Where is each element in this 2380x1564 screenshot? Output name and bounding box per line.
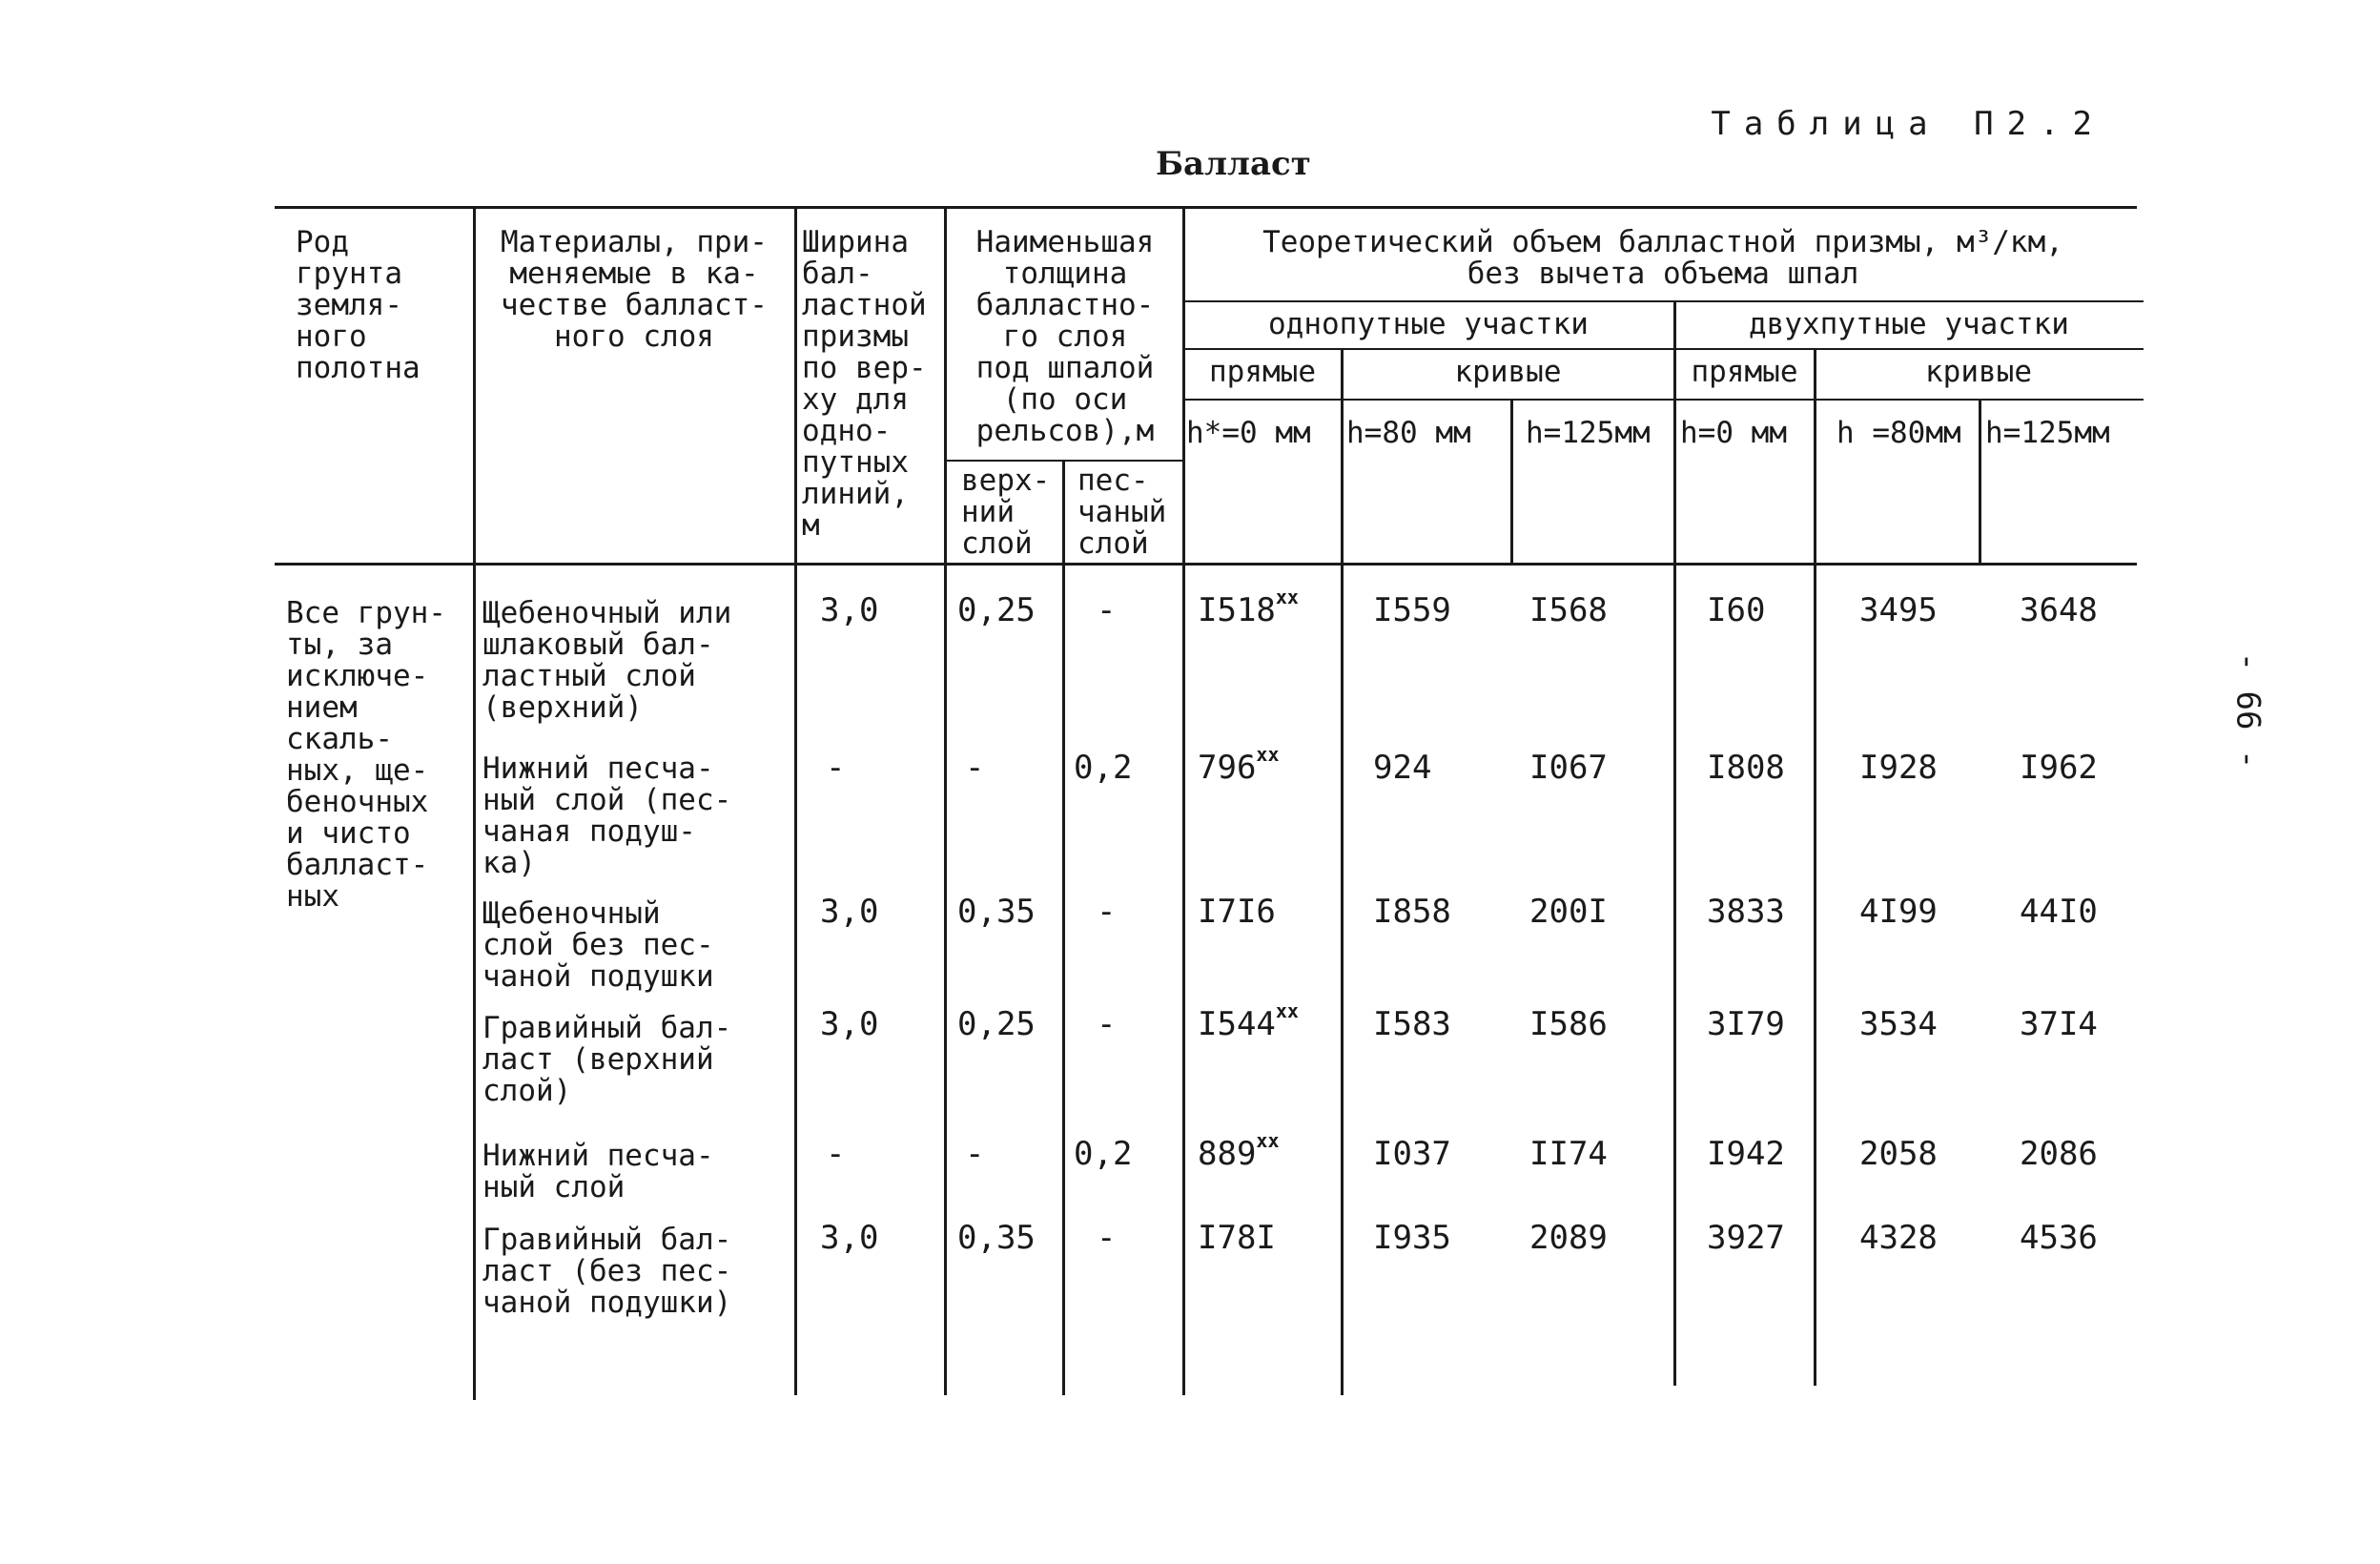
row-v6: 4536 <box>2020 1219 2098 1257</box>
header-double-track: двухпутные участки <box>1749 307 2069 341</box>
row-top-layer: - <box>965 1135 985 1173</box>
row-v1: I544$^{xx}$ <box>1198 999 1299 1043</box>
row-v3: I586 <box>1529 1005 1608 1043</box>
row-material: Гравийный бал- ласт (верхний слой) <box>482 1011 732 1108</box>
header-sand-layer: пес- чаный слой <box>1077 463 1167 561</box>
row-v3: 200I <box>1529 893 1608 931</box>
row-sand-layer: - <box>1097 591 1117 629</box>
header-h3: h=125мм <box>1526 416 1651 450</box>
header-h1: h*=0 мм <box>1186 416 1311 450</box>
row-v6: 2086 <box>2020 1135 2098 1173</box>
row-sand-layer: 0,2 <box>1074 749 1133 787</box>
page-number: - 66 - <box>2228 651 2267 770</box>
row-material: Щебеночный или шлаковый бал- ластный слой (верхний) <box>482 596 732 725</box>
header-soil-type: Род грунта земля- ного полотна <box>296 225 421 385</box>
header-curved-double: кривые <box>1925 355 2032 389</box>
row-v4: I808 <box>1707 749 1785 787</box>
row-width: 3,0 <box>820 591 879 629</box>
row-width: 3,0 <box>820 1005 879 1043</box>
row-v1: I518$^{xx}$ <box>1198 586 1299 629</box>
row-material: Щебеночный слой без пес- чаной подушки <box>482 896 714 994</box>
row-top-layer: - <box>965 749 985 787</box>
row-top-layer: 0,35 <box>957 893 1036 931</box>
row-v2: 924 <box>1373 749 1432 787</box>
row-v1: I78I <box>1198 1219 1276 1257</box>
header-prism-width: Ширина бал- ластной призмы по вер- ху для одно- путных линий, м <box>802 225 927 543</box>
row-v5: 2058 <box>1859 1135 1938 1173</box>
row-v3: 2089 <box>1529 1219 1608 1257</box>
row-material: Нижний песча- ный слой (пес- чаная подуш- ка) <box>482 751 732 880</box>
row-sand-layer: - <box>1097 1005 1117 1043</box>
row-v2: I935 <box>1373 1219 1451 1257</box>
header-h2: h=80 мм <box>1346 416 1471 450</box>
row-sand-layer: 0,2 <box>1074 1135 1133 1173</box>
row-v5: 4328 <box>1859 1219 1938 1257</box>
row-v4: 3833 <box>1707 893 1785 931</box>
row-sand-layer: - <box>1097 1219 1117 1257</box>
row-sand-layer: - <box>1097 893 1117 931</box>
row-v2: I559 <box>1373 591 1451 629</box>
row-v1: I7I6 <box>1198 893 1276 931</box>
header-top-layer: верх- ний слой <box>961 463 1051 561</box>
row-v3: I067 <box>1529 749 1608 787</box>
header-straight-double: прямые <box>1691 355 1798 389</box>
row-width: 3,0 <box>820 1219 879 1257</box>
table-title: Балласт <box>1156 145 1311 183</box>
row-width: - <box>826 749 846 787</box>
row-v6: 3648 <box>2020 591 2098 629</box>
footnote-mark: xx <box>1275 999 1299 1022</box>
row-top-layer: 0,25 <box>957 1005 1036 1043</box>
row-v1: 889$^{xx}$ <box>1198 1129 1280 1173</box>
row-v4: I60 <box>1707 591 1766 629</box>
row-v2: I583 <box>1373 1005 1451 1043</box>
row-v5: 3495 <box>1859 591 1938 629</box>
row-v4: 3I79 <box>1707 1005 1785 1043</box>
header-curved-single: кривые <box>1454 355 1562 389</box>
header-theoretical-volume: Теоретический объем балластной призмы, м³/км, без вычета объема шпал <box>1262 225 2063 291</box>
row-v2: I858 <box>1373 893 1451 931</box>
header-h4: h=0 мм <box>1680 416 1787 450</box>
row-v6: I962 <box>2020 749 2098 787</box>
row-v6: 44I0 <box>2020 893 2098 931</box>
header-single-track: однопутные участки <box>1268 307 1589 341</box>
row-top-layer: 0,25 <box>957 591 1036 629</box>
table-number: Таблица П2.2 <box>1711 105 2105 143</box>
row-v4: I942 <box>1707 1135 1785 1173</box>
row-v5: I928 <box>1859 749 1938 787</box>
row-width: - <box>826 1135 846 1173</box>
header-min-thickness: Наименьшая толщина балластно- го слоя под шпалой (по оси рельсов),м <box>975 225 1155 448</box>
row-v3: II74 <box>1529 1135 1608 1173</box>
row-width: 3,0 <box>820 893 879 931</box>
row-v1: 796$^{xx}$ <box>1198 743 1280 787</box>
header-materials: Материалы, при- меняемые в ка- честве балласт- ного слоя <box>501 225 768 354</box>
row-v5: 4I99 <box>1859 893 1938 931</box>
row-top-layer: 0,35 <box>957 1219 1036 1257</box>
footnote-mark: xx <box>1256 1129 1280 1152</box>
row-v3: I568 <box>1529 591 1608 629</box>
footnote-mark: xx <box>1275 586 1299 608</box>
row-v2: I037 <box>1373 1135 1451 1173</box>
header-straight-single: прямые <box>1209 355 1316 389</box>
footnote-mark: xx <box>1256 743 1280 766</box>
row-material: Нижний песча- ный слой <box>482 1139 714 1204</box>
header-h5: h =80мм <box>1836 416 1961 450</box>
row-v5: 3534 <box>1859 1005 1938 1043</box>
row-v4: 3927 <box>1707 1219 1785 1257</box>
row-v6: 37I4 <box>2020 1005 2098 1043</box>
row-material: Гравийный бал- ласт (без пес- чаной подушки) <box>482 1223 732 1320</box>
header-h6: h=125мм <box>1985 416 2110 450</box>
soil-type: Все грун- ты, за исключе- нием скаль- ных, ще- беночных и чисто балласт- ных <box>286 596 446 914</box>
